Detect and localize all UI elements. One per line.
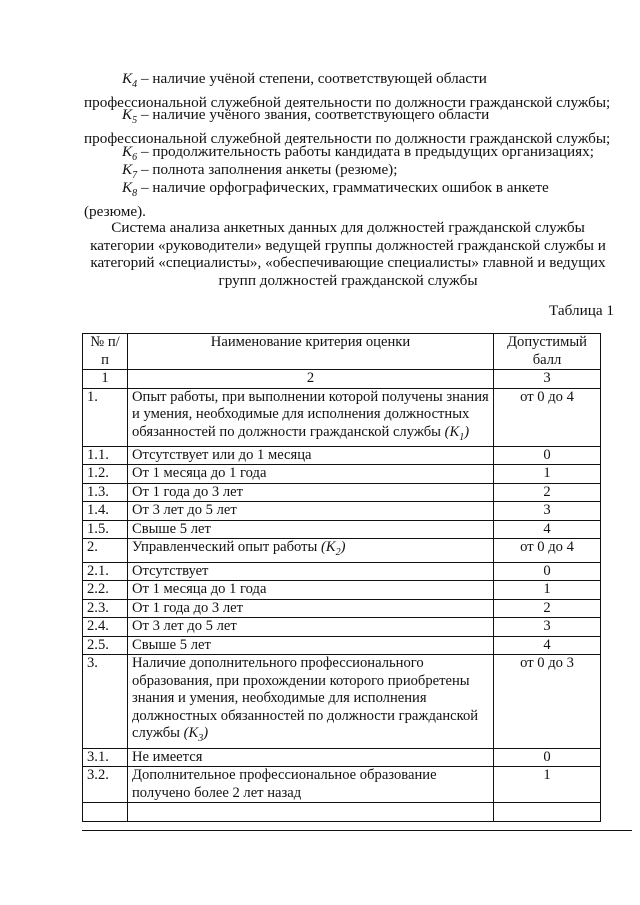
criterion-symbol: $K_7$ — [122, 161, 138, 182]
table-row — [83, 636, 601, 655]
row-score: 2 — [494, 599, 601, 618]
row-score: 2 — [494, 483, 601, 502]
row-score: 0 — [494, 562, 601, 581]
criterion-text: Свыше 5 лет — [132, 636, 211, 653]
row-number: 1. — [83, 388, 128, 446]
row-criterion — [128, 562, 494, 581]
row-number: 1.5. — [83, 520, 128, 539]
table-row — [83, 618, 601, 637]
row-criterion — [128, 520, 494, 539]
row-number: 1.2. — [83, 465, 128, 484]
header-score: Допустимый балл — [494, 334, 601, 370]
table-row — [83, 655, 601, 748]
row-score: 0 — [494, 748, 601, 767]
row-number: 2.4. — [83, 618, 128, 637]
criterion-text: От 1 месяца до 1 года — [132, 465, 267, 482]
criterion-symbol: $K_8$ — [122, 179, 138, 200]
row-criterion — [128, 599, 494, 618]
title-line: Система анализа анкетных данных для должностей гражданской службы — [111, 219, 585, 236]
row-criterion — [128, 767, 494, 803]
row-criterion — [128, 748, 494, 767]
title-line: категорий «специалисты», «обеспечивающие специалисты» главной и ведущих — [90, 254, 606, 271]
criterion-symbol: $K_6$ — [122, 143, 138, 164]
column-number: 2 — [128, 370, 494, 389]
criterion-text: Отсутствует — [132, 562, 209, 579]
row-score: 1 — [494, 581, 601, 600]
table-header-row — [83, 334, 601, 370]
table-row — [83, 502, 601, 521]
row-criterion — [128, 803, 494, 822]
criterion-text: Управленческий опыт работы — [132, 539, 321, 556]
criterion-k4: $K_4$ – наличие учёной степени, соответствующей области профессиональной служебной деятельности по должности гражданской службы; — [84, 70, 611, 112]
table-row — [83, 562, 601, 581]
criterion-k5: $K_5$ – наличие учёного звания, соответствующего области профессиональной служебной деятельности по должности гражданской службы; — [84, 106, 611, 148]
table-row — [83, 748, 601, 767]
criterion-text: От 1 года до 3 лет — [132, 599, 244, 616]
criterion-text: Наличие дополнительного профессионального образования, при прохождении которого приобретены знания и умения, необходимые для исполнения должностных обязанностей по должности гражданской службы — [132, 655, 479, 742]
header-criterion: Наименование критерия оценки — [128, 334, 494, 370]
table-row — [83, 803, 601, 822]
column-number: 1 — [83, 370, 128, 389]
table-row — [83, 520, 601, 539]
row-number: 1.4. — [83, 502, 128, 521]
row-criterion — [128, 388, 494, 446]
table-column-numbers-row — [83, 370, 601, 389]
row-criterion — [128, 636, 494, 655]
table-row — [83, 581, 601, 600]
criterion-text: Опыт работы, при выполнении которой получены знания и умения, необходимые для исполнения должностных обязанностей по должности гражданской службы — [132, 388, 489, 440]
criterion-symbol: $(K_2)$ — [321, 539, 346, 559]
row-criterion — [128, 655, 494, 748]
criterion-text: От 3 лет до 5 лет — [132, 502, 237, 519]
criterion-k6: $K_6$ – продолжительность работы кандидата в предыдущих организациях; — [122, 143, 594, 164]
row-score: от 0 до 3 — [494, 655, 601, 748]
footer-rule — [82, 830, 632, 831]
criterion-text: Свыше 5 лет — [132, 520, 211, 537]
table-row — [83, 539, 601, 562]
row-number: 2.5. — [83, 636, 128, 655]
criterion-k7: $K_7$ – полнота заполнения анкеты (резюме); — [122, 161, 398, 182]
criterion-symbol: $(K_1)$ — [444, 423, 470, 443]
row-score: 1 — [494, 767, 601, 803]
criterion-symbol: $K_4$ — [122, 70, 138, 91]
table-body — [83, 388, 601, 821]
table-row — [83, 465, 601, 484]
table-row — [83, 599, 601, 618]
criterion-k8: $K_8$ – наличие орфографических, грамматических ошибок в анкете (резюме). — [84, 179, 549, 221]
row-number: 1.3. — [83, 483, 128, 502]
table-row — [83, 767, 601, 803]
row-score: 3 — [494, 618, 601, 637]
row-score: от 0 до 4 — [494, 539, 601, 562]
column-number: 3 — [494, 370, 601, 389]
row-criterion — [128, 446, 494, 465]
title-line: групп должностей гражданской службы — [218, 271, 478, 289]
row-number: 1.1. — [83, 446, 128, 465]
criterion-text: Не имеется — [132, 748, 203, 765]
row-number: 3.1. — [83, 748, 128, 767]
title-line: категории «руководители» ведущей группы должностей гражданской службы и — [90, 236, 606, 254]
criterion-symbol: $K_5$ — [122, 106, 138, 127]
table-row — [83, 446, 601, 465]
row-number: 2.2. — [83, 581, 128, 600]
row-number: 2. — [83, 539, 128, 562]
criterion-text: Дополнительное профессиональное образование получено более 2 лет назад — [132, 767, 437, 801]
row-score: 4 — [494, 636, 601, 655]
row-score: 0 — [494, 446, 601, 465]
row-score: 4 — [494, 520, 601, 539]
row-score: 3 — [494, 502, 601, 521]
header-number: № п/п — [83, 334, 128, 370]
row-score: от 0 до 4 — [494, 388, 601, 446]
section-title — [84, 219, 612, 289]
criteria-table — [82, 333, 601, 822]
row-score — [494, 803, 601, 822]
row-criterion — [128, 465, 494, 484]
row-number: 2.3. — [83, 599, 128, 618]
criterion-text: От 1 года до 3 лет — [132, 483, 244, 500]
row-number — [83, 803, 128, 822]
row-criterion — [128, 618, 494, 637]
row-number: 3. — [83, 655, 128, 748]
row-criterion — [128, 581, 494, 600]
criterion-symbol: $(K_3)$ — [183, 725, 209, 745]
criterion-text: От 1 месяца до 1 года — [132, 581, 267, 598]
criterion-text: От 3 лет до 5 лет — [132, 618, 237, 635]
row-criterion — [128, 502, 494, 521]
row-criterion — [128, 539, 494, 562]
row-number: 3.2. — [83, 767, 128, 803]
table-row — [83, 483, 601, 502]
criterion-text: Отсутствует или до 1 месяца — [132, 446, 312, 463]
row-criterion — [128, 483, 494, 502]
table-row — [83, 388, 601, 446]
row-score: 1 — [494, 465, 601, 484]
table-label: Таблица 1 — [549, 302, 614, 319]
row-number: 2.1. — [83, 562, 128, 581]
